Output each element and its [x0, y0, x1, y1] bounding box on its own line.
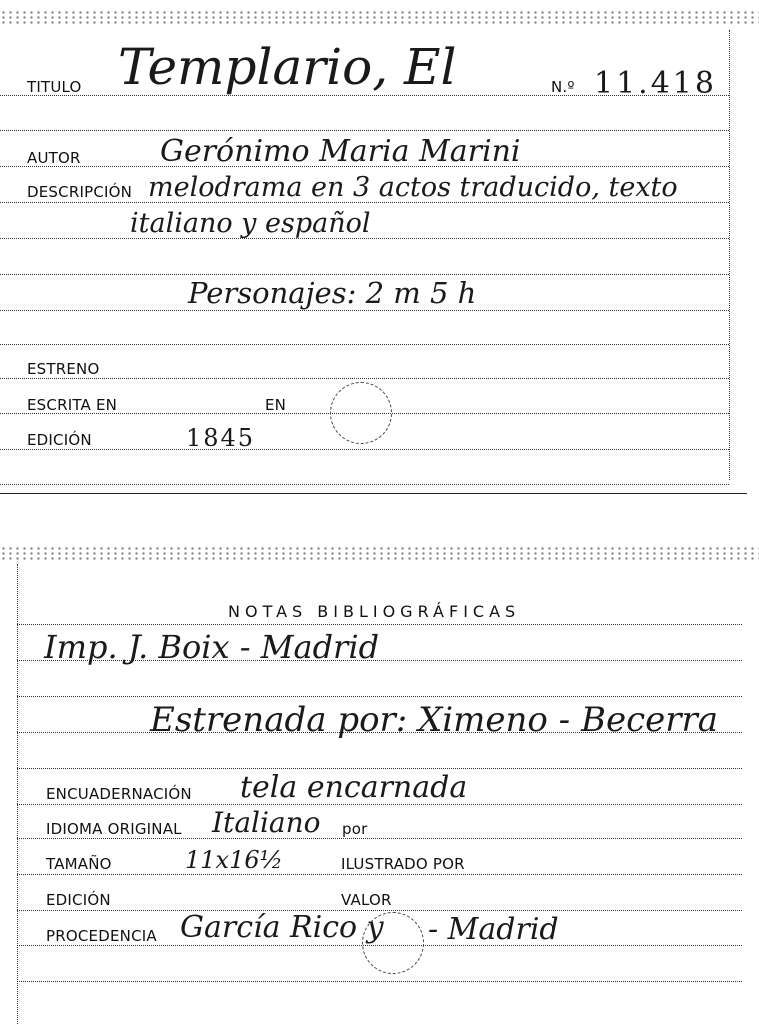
ruled-line [0, 130, 729, 131]
titulo-value: Templario, El [118, 38, 457, 96]
valor-label: VALOR [341, 891, 392, 909]
autor-label: AUTOR [27, 149, 81, 167]
tamano-label: TAMAÑO [46, 855, 112, 873]
procedencia-city: - Madrid [428, 912, 559, 947]
ruled-line [17, 624, 742, 625]
edicion-label: EDICIÓN [27, 431, 92, 449]
edicion-value: 1845 [186, 424, 256, 452]
descripcion-label: DESCRIPCIÓN [27, 183, 133, 201]
ruled-line [0, 274, 729, 275]
en-label: EN [265, 396, 287, 414]
ruled-line [17, 981, 742, 982]
titulo-label: TITULO [27, 78, 82, 96]
encuadernacion-value: tela encarnada [240, 770, 468, 805]
ruled-line [17, 838, 742, 839]
notes-heading: NOTAS BIBLIOGRÁFICAS [228, 602, 521, 621]
ruled-line [0, 484, 729, 485]
catalog-card-main [0, 0, 759, 494]
numero-label: N.º [551, 78, 575, 96]
estreno-label: ESTRENO [27, 360, 100, 378]
personajes-note: Personajes: 2 m 5 h [188, 276, 477, 310]
ruled-line [0, 310, 729, 311]
note-line-2: Estrenada por: Ximeno - Becerra [150, 700, 719, 740]
idioma-original-value: Italiano [212, 806, 321, 839]
procedencia-label: PROCEDENCIA [46, 927, 157, 945]
ruled-line [17, 696, 742, 697]
autor-value: Gerónimo Maria Marini [160, 134, 521, 169]
card-right-border [729, 30, 730, 480]
stamp-mark [362, 912, 424, 974]
catalog-card-notes [0, 540, 759, 1028]
card-top-edge [0, 546, 759, 560]
encuadernacion-label: ENCUADERNACIÓN [46, 785, 192, 803]
por-label: por [342, 820, 368, 838]
tamano-value: 11x16½ [185, 846, 283, 874]
note-line-1: Imp. J. Boix - Madrid [44, 628, 380, 666]
ruled-line [17, 768, 742, 769]
card-left-border [17, 564, 18, 1024]
procedencia-value: García Rico y [180, 910, 384, 945]
cut-line [0, 493, 747, 494]
card-top-edge [0, 10, 759, 24]
escrita-en-label: ESCRITA EN [27, 396, 118, 414]
ilustrado-por-label: ILUSTRADO POR [341, 855, 465, 873]
descripcion-line2: italiano y español [130, 208, 371, 239]
ruled-line [0, 344, 729, 345]
descripcion-line1: melodrama en 3 actos traducido, texto [148, 172, 678, 203]
ruled-line [17, 874, 742, 875]
edicion-notes-label: EDICIÓN [46, 891, 111, 909]
ruled-line [0, 378, 729, 379]
numero-value: 11.418 [594, 66, 717, 101]
idioma-original-label: IDIOMA ORIGINAL [46, 820, 182, 838]
stamp-mark [330, 382, 392, 444]
ruled-line [0, 449, 729, 450]
